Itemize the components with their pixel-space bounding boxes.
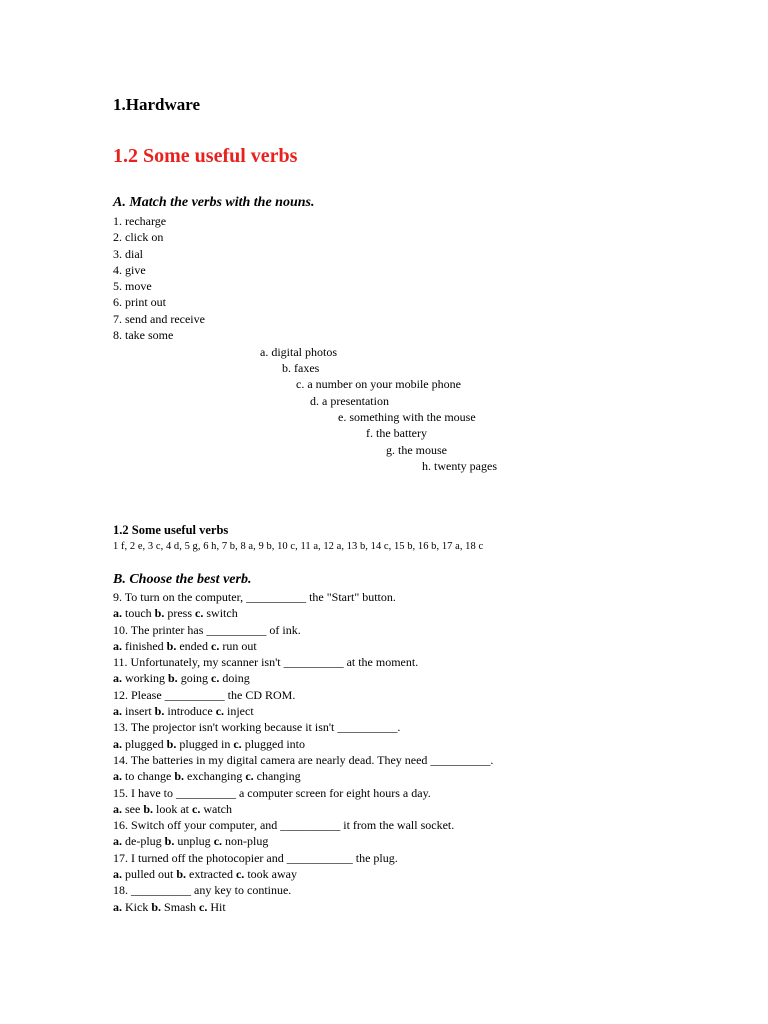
question-prompt: 17. I turned off the photocopier and ___________ the plug.	[113, 850, 398, 865]
verb-item: 1. recharge	[113, 214, 167, 228]
option-letter: a.	[113, 834, 122, 849]
option-text: exchanging	[187, 769, 243, 784]
verb-item: 4. give	[113, 262, 146, 277]
question-prompt: 10. The printer has __________ of ink.	[113, 622, 301, 637]
noun-item: d. a presentation	[310, 394, 389, 408]
question-options	[113, 703, 493, 719]
option-letter: c.	[199, 899, 208, 914]
option-letter: c.	[192, 801, 201, 816]
verb-item: 5. move	[113, 279, 152, 294]
section-b-title: B. Choose the best verb.	[113, 572, 252, 587]
noun-item: b. faxes	[282, 361, 320, 375]
verb-list	[113, 213, 205, 343]
answer-key-title: 1.2 Some useful verbs	[113, 523, 229, 537]
option-text: de-plug	[125, 834, 162, 849]
option-letter: b.	[143, 801, 154, 816]
question-prompt: 15. I have to __________ a computer screen for eight hours a day.	[113, 785, 431, 800]
option-text: doing	[222, 671, 250, 686]
option-letter: b.	[164, 834, 175, 849]
noun-item: e. something with the mouse	[338, 410, 476, 424]
option-text: see	[125, 801, 141, 816]
option-letter: b.	[174, 769, 184, 784]
option-text: ended	[179, 638, 209, 653]
option-letter: c.	[211, 638, 220, 653]
option-letter: a.	[113, 638, 122, 653]
question-options	[113, 670, 493, 686]
option-text: plugged in	[179, 736, 231, 751]
option-text: going	[180, 671, 209, 686]
option-text: touch	[125, 606, 152, 621]
question-prompt: 18. __________ any key to continue.	[113, 883, 292, 898]
option-text: plugged into	[244, 736, 306, 751]
question-options	[113, 801, 493, 817]
option-text: unplug	[177, 834, 211, 849]
option-text: inject	[227, 704, 254, 719]
option-text: non-plug	[225, 834, 269, 849]
option-text: Hit	[210, 899, 226, 914]
question-prompt: 16. Switch off your computer, and __________ it from the wall socket.	[113, 818, 455, 833]
question-options	[113, 736, 493, 752]
question-prompt: 14. The batteries in my digital camera are nearly dead. They need __________.	[113, 752, 494, 767]
option-text: pulled out	[125, 867, 174, 882]
section-subheading: 1.2 Some useful verbs	[113, 145, 298, 167]
page-heading: 1.Hardware	[113, 95, 201, 114]
option-letter: c.	[245, 769, 254, 784]
option-letter: b.	[168, 671, 178, 686]
question-prompt: 13. The projector isn't working because it isn't __________.	[113, 720, 401, 735]
option-text: plugged	[125, 736, 164, 751]
option-letter: c.	[211, 671, 220, 686]
option-letter: b.	[166, 638, 177, 653]
option-letter: c.	[213, 834, 223, 849]
option-text: introduce	[167, 704, 213, 719]
option-text: to change	[125, 769, 172, 784]
answer-key-text: 1 f, 2 e, 3 c, 4 d, 5 g, 6 h, 7 b, 8 a, 9 b, 10 c, 11 a, 12 a, 13 b, 14 c, 15 b, 16 b, 17 a, 18 c	[113, 541, 484, 552]
option-letter: c.	[235, 867, 245, 882]
option-letter: a.	[113, 606, 122, 621]
noun-item: c. a number on your mobile phone	[296, 377, 461, 391]
option-text: Kick	[125, 899, 149, 914]
option-text: press	[167, 606, 193, 621]
question-prompt: 11. Unfortunately, my scanner isn't __________ at the moment.	[113, 655, 419, 670]
option-text: finished	[125, 638, 164, 653]
noun-item: f. the battery	[366, 426, 427, 440]
option-letter: a.	[113, 671, 122, 686]
option-text: extracted	[189, 867, 233, 882]
verb-item: 8. take some	[113, 328, 174, 343]
option-text: took away	[247, 867, 297, 882]
option-letter: b.	[154, 704, 165, 719]
question-options	[113, 899, 493, 915]
option-letter: b.	[166, 736, 177, 751]
option-letter: b.	[176, 867, 187, 882]
option-text: changing	[256, 769, 301, 784]
question-options	[113, 605, 493, 621]
option-text: insert	[125, 704, 152, 719]
option-letter: c.	[233, 736, 242, 751]
option-text: run out	[222, 638, 257, 653]
option-letter: a.	[113, 867, 122, 882]
noun-item: h. twenty pages	[422, 459, 497, 473]
question-list	[113, 589, 493, 915]
option-text: watch	[203, 801, 232, 816]
question-prompt: 9. To turn on the computer, __________ the "Start" button.	[113, 590, 396, 604]
option-letter: b.	[154, 606, 165, 621]
question-options	[113, 866, 493, 882]
verb-item: 6. print out	[113, 295, 166, 310]
question-options	[113, 833, 493, 849]
option-letter: c.	[195, 606, 204, 621]
option-letter: a.	[113, 736, 122, 751]
question-options	[113, 638, 493, 654]
question-options	[113, 768, 493, 784]
verb-item: 2. click on	[113, 230, 164, 245]
option-letter: b.	[151, 899, 162, 914]
verb-item: 7. send and receive	[113, 311, 205, 326]
option-letter: a.	[113, 769, 122, 784]
option-text: look at	[156, 801, 190, 816]
option-text: switch	[206, 606, 238, 621]
option-text: Smash	[164, 899, 197, 914]
option-text: working	[125, 671, 165, 686]
noun-item: a. digital photos	[260, 345, 337, 359]
verb-item: 3. dial	[113, 246, 143, 261]
noun-item: g. the mouse	[386, 443, 447, 457]
section-a-title: A. Match the verbs with the nouns.	[113, 195, 315, 210]
option-letter: a.	[113, 801, 122, 816]
option-letter: a.	[113, 704, 122, 719]
question-prompt: 12. Please __________ the CD ROM.	[113, 687, 296, 702]
option-letter: c.	[215, 704, 225, 719]
option-letter: a.	[113, 899, 122, 914]
